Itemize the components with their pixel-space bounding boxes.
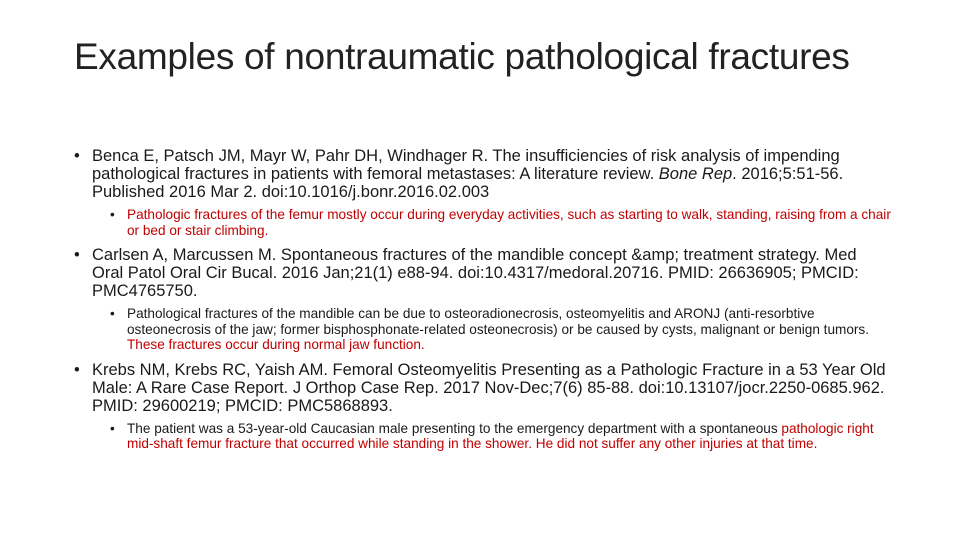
- bullet-icon: •: [74, 147, 80, 165]
- reference-bullet-3: [72, 361, 892, 415]
- reference-text: Krebs NM, Krebs RC, Yaish AM. Femoral Osteomyelitis Presenting as a Pathologic Fracture in a 53 Year Old Male: A Rare Case Report. J Orthop Case Rep. 2017 Nov-Dec;7(6) 85-88. doi:10.13107/jocr.2250-0685.962. PMID: 29600219; PMCID: PMC5868893.: [92, 360, 886, 415]
- bullet-icon: •: [110, 207, 115, 222]
- slide-title: Examples of nontraumatic pathological fractures: [74, 36, 850, 77]
- reference-text: Benca E, Patsch JM, Mayr W, Pahr DH, Windhager R. The insufficiencies of risk analysis of impending pathological fractures in patients with femoral metastases: A literature review.: [92, 147, 840, 183]
- note-highlight: pathologic right mid-shaft femur fracture that occurred while standing in the shower. He did not suffer any other injuries at that time.: [127, 420, 874, 451]
- reference-citation: . 2016;5:51-56. Published 2016 Mar 2. doi:10.1016/j.bonr.2016.02.003: [92, 165, 844, 201]
- note-bullet-2: [108, 306, 892, 353]
- bullet-icon: •: [74, 246, 80, 264]
- bullet-icon: •: [74, 360, 80, 379]
- journal-name: Bone Rep: [658, 165, 733, 183]
- note-text: The patient was a 53-year-old Caucasian male presenting to the emergency department with a spontaneous: [127, 420, 782, 436]
- bullet-icon: •: [110, 420, 115, 436]
- reference-text: Carlsen A, Marcussen M. Spontaneous fractures of the mandible concept &amp; treatment strategy. Med Oral Patol Oral Cir Bucal. 2016 Jan;21(1) e88-94. doi:10.4317/medoral.20716. PMID: 26636905; PMCID: PMC4765750.: [92, 246, 859, 300]
- slide-content: [72, 147, 892, 460]
- note-bullet-3: [108, 421, 892, 452]
- bullet-icon: •: [110, 306, 115, 321]
- reference-bullet-2: [72, 246, 892, 300]
- note-highlight: These fractures occur during normal jaw function.: [127, 337, 425, 352]
- reference-bullet-1: [72, 147, 892, 201]
- note-highlight: Pathologic fractures of the femur mostly occur during everyday activities, such as starting to walk, standing, raising from a chair or bed or stair climbing.: [127, 207, 891, 238]
- note-bullet-1: [108, 207, 892, 238]
- note-text: Pathological fractures of the mandible can be due to osteoradionecrosis, osteomyelitis and ARONJ (anti-resorbtive osteonecrosis of the jaw; former bisphosphonate-related osteonecrosis) or be caused by cysts, malignant or benign tumors.: [127, 306, 870, 337]
